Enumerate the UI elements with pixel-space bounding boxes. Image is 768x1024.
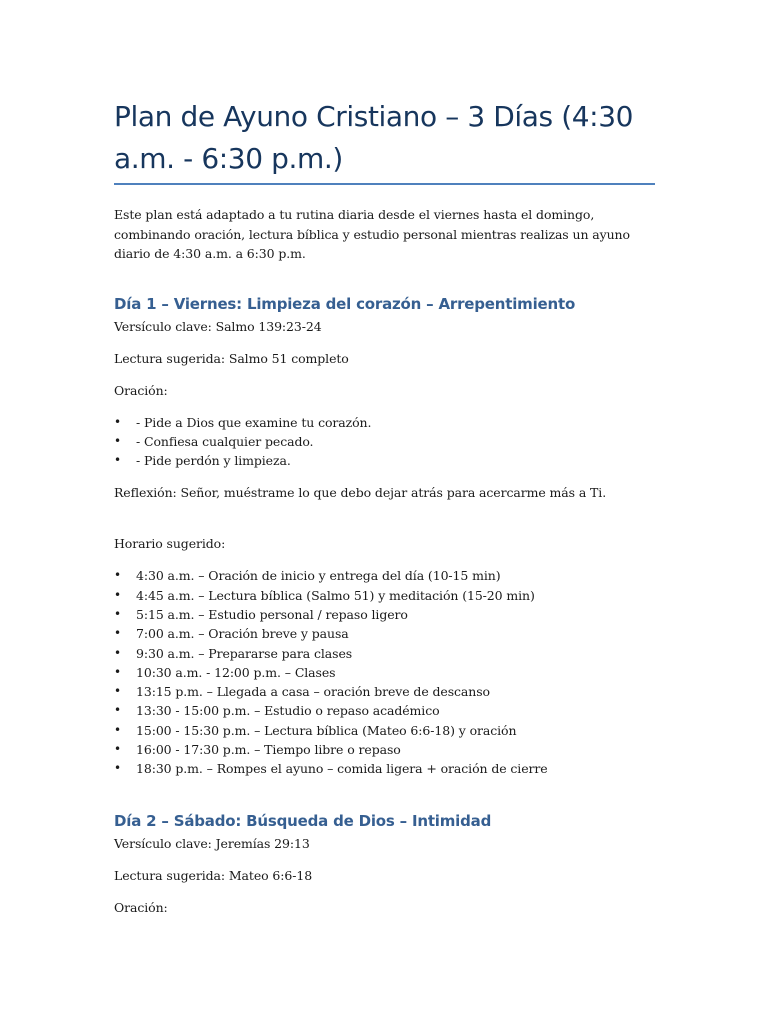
bullet-icon: •: [114, 414, 121, 429]
document-title: Plan de Ayuno Cristiano – 3 Días (4:30 a.m. - 6:30 p.m.): [114, 100, 634, 175]
bullet-icon: •: [114, 645, 121, 660]
bullet-icon: •: [114, 684, 121, 699]
list-item: [114, 605, 655, 624]
list-item: [114, 682, 655, 701]
day2-key-verse: Versículo clave: Jeremías 29:13: [114, 835, 310, 851]
list-item: [114, 451, 655, 470]
bullet-icon: •: [114, 703, 121, 718]
list-item-text: 4:30 a.m. – Oración de inicio y entrega del día (10-15 min): [136, 568, 501, 584]
day1-prayer-label: Oración:: [114, 382, 168, 398]
list-item-text: - Pide perdón y limpieza.: [136, 453, 291, 469]
bullet-icon: •: [114, 453, 121, 468]
day2-prayer-label: Oración:: [114, 899, 168, 915]
bullet-icon: •: [114, 433, 121, 448]
day2-reading: Lectura sugerida: Mateo 6:6-18: [114, 867, 313, 883]
day2-heading: Día 2 – Sábado: Búsqueda de Dios – Intimidad: [114, 811, 492, 830]
day1-schedule-label: Horario sugerido:: [114, 536, 226, 552]
day1-reading: Lectura sugerida: Salmo 51 completo: [114, 350, 349, 366]
list-item: [114, 759, 655, 778]
day2-section: [114, 811, 655, 917]
title-underline: [114, 183, 655, 185]
list-item-text: 5:15 a.m. – Estudio personal / repaso ligero: [136, 606, 408, 622]
list-item-text: 16:00 - 17:30 p.m. – Tiempo libre o repaso: [136, 742, 401, 758]
list-item-text: 13:30 - 15:00 p.m. – Estudio o repaso académico: [136, 703, 440, 719]
list-item-text: 18:30 p.m. – Rompes el ayuno – comida ligera + oración de cierre: [136, 761, 548, 777]
list-item: [114, 566, 655, 585]
list-item-text: - Confiesa cualquier pecado.: [136, 433, 314, 449]
day1-section: [114, 294, 655, 779]
list-item-text: 10:30 a.m. - 12:00 p.m. – Clases: [136, 664, 336, 680]
document-page: [114, 96, 655, 917]
bullet-icon: •: [114, 568, 121, 583]
list-item-text: 7:00 a.m. – Oración breve y pausa: [136, 626, 349, 642]
list-item-text: 9:30 a.m. – Prepararse para clases: [136, 645, 353, 661]
list-item-text: 4:45 a.m. – Lectura bíblica (Salmo 51) y meditación (15-20 min): [136, 587, 535, 603]
bullet-icon: •: [114, 626, 121, 641]
bullet-icon: •: [114, 722, 121, 737]
list-item: [114, 740, 655, 759]
list-item: [114, 413, 655, 432]
list-item: [114, 644, 655, 663]
bullet-icon: •: [114, 606, 121, 621]
day1-reflection: Reflexión: Señor, muéstrame lo que debo dejar atrás para acercarme más a Ti.: [114, 485, 607, 501]
list-item: [114, 624, 655, 643]
day1-heading: Día 1 – Viernes: Limpieza del corazón – Arrepentimiento: [114, 294, 576, 313]
day1-key-verse: Versículo clave: Salmo 139:23-24: [114, 318, 322, 334]
intro-paragraph: Este plan está adaptado a tu rutina diaria desde el viernes hasta el domingo, combinando oración, lectura bíblica y estudio personal mientras realizas un ayuno diario de 4:30 a.m. a 6:30 p.m.: [114, 207, 630, 261]
bullet-icon: •: [114, 742, 121, 757]
list-item: [114, 721, 655, 740]
list-item-text: - Pide a Dios que examine tu corazón.: [136, 414, 372, 430]
day1-prayer-list: [114, 413, 655, 471]
list-item: [114, 663, 655, 682]
bullet-icon: •: [114, 587, 121, 602]
day1-schedule-list: [114, 566, 655, 778]
list-item: [114, 586, 655, 605]
bullet-icon: •: [114, 761, 121, 776]
list-item: [114, 432, 655, 451]
bullet-icon: •: [114, 664, 121, 679]
list-item: [114, 701, 655, 720]
list-item-text: 15:00 - 15:30 p.m. – Lectura bíblica (Mateo 6:6-18) y oración: [136, 722, 517, 738]
list-item-text: 13:15 p.m. – Llegada a casa – oración breve de descanso: [136, 684, 490, 700]
